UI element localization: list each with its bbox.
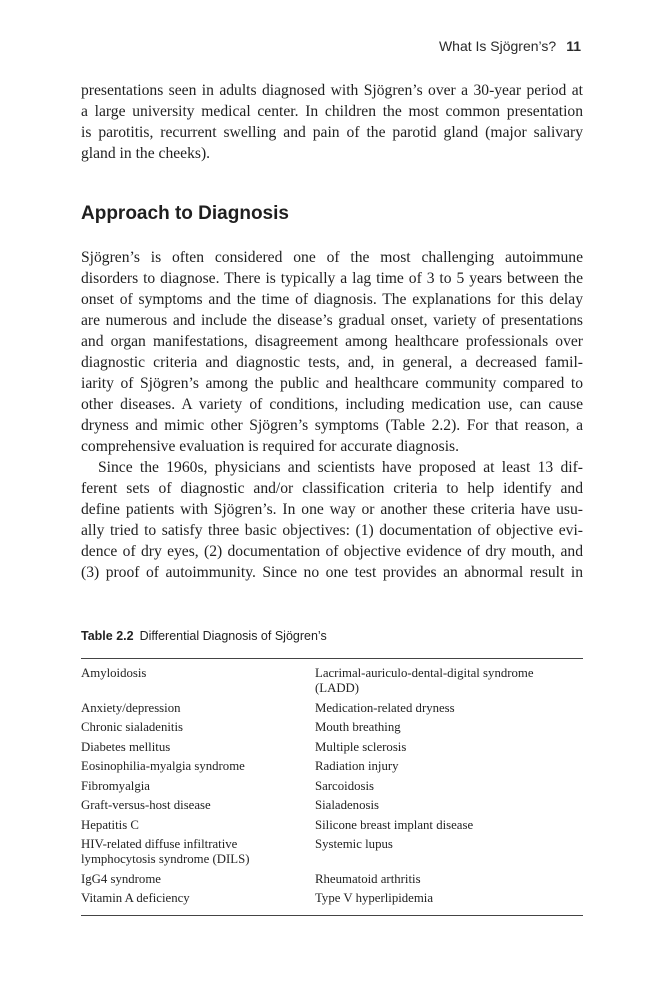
table-cell: Eosinophilia-myalgia syndrome bbox=[81, 759, 245, 773]
text-line: presentations seen in adults diagnosed with Sjögren’s over a 30-year period at bbox=[81, 82, 583, 99]
table-row bbox=[81, 740, 583, 755]
text-line: comprehensive evaluation is required for accurate diagnosis. bbox=[81, 438, 460, 455]
text-line: ferent sets of diagnostic and/or classification criteria to help identify and bbox=[81, 480, 583, 497]
table-cell: Lacrimal-auriculo-dental-digital syndrome (LADD) bbox=[315, 666, 534, 695]
text-line: (3) proof of autoimmunity. Since no one test provides an abnormal result in bbox=[81, 564, 583, 581]
page-number: 11 bbox=[566, 38, 581, 54]
table-cell: Silicone breast implant disease bbox=[315, 817, 474, 832]
table-row bbox=[81, 818, 583, 833]
text-line: dryness and mimic other Sjögren’s symptoms (Table 2.2). For that reason, a bbox=[81, 417, 583, 434]
table-cell: Sialadenosis bbox=[315, 798, 379, 812]
text-line: are numerous and include the disease’s gradual onset, variety of presentations bbox=[81, 312, 583, 329]
text-line: onset of symptoms and the time of diagnosis. The explanations for this delay bbox=[81, 291, 583, 308]
table-cell: Vitamin A deficiency bbox=[81, 891, 190, 905]
text-line: iarity of Sjögren’s among the public and healthcare community compared to bbox=[81, 375, 583, 392]
table-cell: Systemic lupus bbox=[315, 837, 393, 851]
text-line: diagnostic criteria and diagnostic tests, and, in general, a decreased famil- bbox=[81, 354, 583, 371]
table-cell: Diabetes mellitus bbox=[81, 739, 171, 754]
section-heading: Approach to Diagnosis bbox=[81, 203, 289, 224]
table-row bbox=[81, 720, 583, 735]
text-line: gland in the cheeks). bbox=[81, 145, 211, 162]
table-row bbox=[81, 759, 583, 774]
text-line: and organ manifestations, disagreement among healthcare professionals over bbox=[81, 333, 583, 350]
running-head bbox=[439, 38, 581, 54]
text-line: ally tried to satisfy three basic objectives: (1) documentation of objective evi- bbox=[81, 522, 583, 539]
table-cell: Fibromyalgia bbox=[81, 778, 150, 793]
table-title: Differential Diagnosis of Sjögren’s bbox=[139, 629, 327, 643]
table-cell: Hepatitis C bbox=[81, 817, 139, 832]
table-cell: Graft-versus-host disease bbox=[81, 798, 211, 812]
text-line: disorders to diagnose. There is typically a lag time of 3 to 5 years between the bbox=[81, 270, 583, 287]
table-cell: Sarcoidosis bbox=[315, 778, 375, 793]
diagnosis-paragraph-2 bbox=[81, 457, 583, 583]
table-row bbox=[81, 666, 583, 696]
table-caption bbox=[81, 629, 327, 643]
table-cell: Multiple sclerosis bbox=[315, 739, 407, 754]
table-row bbox=[81, 798, 583, 813]
table-cell: Rheumatoid arthritis bbox=[315, 871, 421, 886]
running-head-title: What Is Sjögren’s? bbox=[438, 38, 557, 54]
diagnosis-paragraph-1 bbox=[81, 247, 583, 457]
table-cell: Chronic sialadenitis bbox=[81, 720, 184, 734]
table-cell: Anxiety/depression bbox=[81, 700, 181, 715]
text-line: a large university medical center. In children the most common presentation bbox=[81, 103, 583, 120]
text-line: Since the 1960s, physicians and scientists have proposed at least 13 dif- bbox=[98, 459, 583, 476]
table-row bbox=[81, 891, 583, 906]
text-line: define patients with Sjögren’s. In one way or another these criteria have usu- bbox=[81, 501, 583, 518]
table-cell: Amyloidosis bbox=[81, 666, 147, 680]
table-cell: Mouth breathing bbox=[315, 720, 401, 734]
differential-diagnosis-table bbox=[81, 658, 583, 916]
table-row bbox=[81, 872, 583, 887]
table-row bbox=[81, 837, 583, 867]
table-cell: Radiation injury bbox=[315, 759, 399, 773]
intro-paragraph bbox=[81, 80, 583, 164]
table-row bbox=[81, 701, 583, 716]
text-line: is parotitis, recurrent swelling and pain of the parotid gland (major salivary bbox=[81, 124, 583, 141]
table-cell: Medication-related dryness bbox=[315, 700, 455, 715]
text-line: other diseases. A variety of conditions, including medication use, can cause bbox=[81, 396, 583, 413]
table-cell: HIV-related diffuse infiltrative lymphocytosis syndrome (DILS) bbox=[81, 837, 250, 866]
text-line: dence of dry eyes, (2) documentation of objective evidence of dry mouth, and bbox=[81, 543, 583, 560]
table-label: Table 2.2 bbox=[81, 629, 134, 643]
table-cell: IgG4 syndrome bbox=[81, 871, 161, 886]
text-line: Sjögren’s is often considered one of the most challenging autoimmune bbox=[81, 249, 583, 266]
table-row bbox=[81, 779, 583, 794]
table-cell: Type V hyperlipidemia bbox=[315, 891, 434, 905]
